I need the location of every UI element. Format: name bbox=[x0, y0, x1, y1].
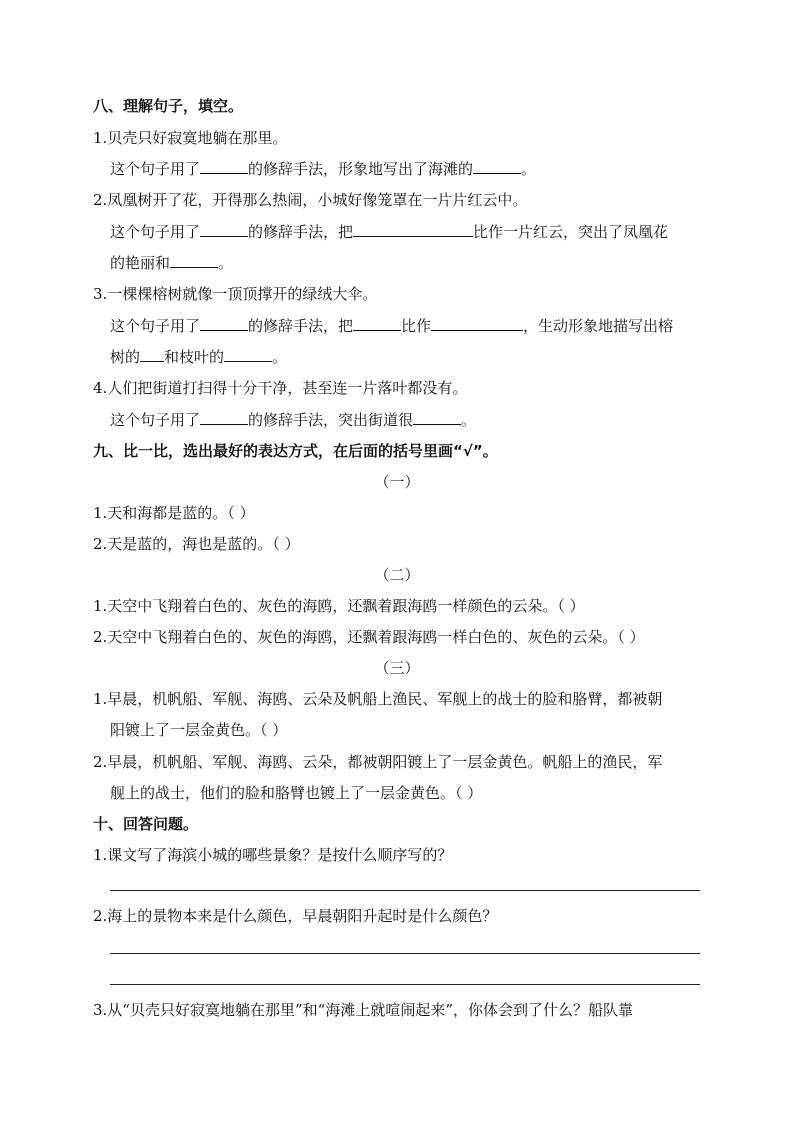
answer-line[interactable] bbox=[110, 984, 700, 985]
answer-line[interactable] bbox=[110, 953, 700, 954]
g2-option-1[interactable]: 1.天空中飞翔着白色的、灰色的海鸥，还飘着跟海鸥一样颜色的云朵。（ ） bbox=[93, 597, 585, 615]
blank[interactable] bbox=[473, 159, 521, 174]
g3-option-1-cont[interactable]: 阳镀上了一层金黄色。（ ） bbox=[110, 721, 288, 739]
q10-2: 2.海上的景物本来是什么颜色，早晨朝阳升起时是什么颜色？ bbox=[93, 907, 498, 925]
g3-option-1[interactable]: 1.早晨，机帆船、军舰、海鸥、云朵及帆船上渔民、军舰上的战士的脸和胳臂，都被朝 bbox=[93, 690, 663, 708]
g1-option-2[interactable]: 2.天是蓝的，海也是蓝的。（ ） bbox=[93, 535, 300, 553]
g3-option-2[interactable]: 2.早晨，机帆船、军舰、海鸥、云朵，都被朝阳镀上了一层金黄色。帆船上的渔民，军 bbox=[93, 753, 663, 771]
blank[interactable] bbox=[353, 222, 473, 237]
q8-4-prompt: 这个句子用了 的修辞手法，突出街道很 。 bbox=[110, 411, 477, 429]
section-8-title: 八、理解句子，填空。 bbox=[93, 97, 244, 115]
g1-option-1[interactable]: 1.天和海都是蓝的。（ ） bbox=[93, 504, 255, 522]
q8-2-prompt: 这个句子用了 的修辞手法，把 比作一片红云，突出了凤凰花 bbox=[110, 223, 669, 241]
g3-option-2-cont[interactable]: 舰上的战士，他们的脸和胳臂也镀上了一层金黄色。（ ） bbox=[110, 784, 483, 802]
q8-3-prompt: 这个句子用了 的修辞手法，把 比作 ，生动形象地描写出榕 bbox=[110, 317, 674, 335]
section-10-title: 十、回答问题。 bbox=[93, 815, 199, 833]
q8-3-prompt-cont: 树的 和枝叶的 。 bbox=[110, 348, 288, 366]
q8-3-sentence: 3.一棵棵榕树就像一顶顶撑开的绿绒大伞。 bbox=[93, 285, 378, 303]
blank[interactable] bbox=[200, 159, 248, 174]
blank[interactable] bbox=[431, 316, 523, 331]
q8-2-sentence: 2.凤凰树开了花，开得那么热闹，小城好像笼罩在一片片红云中。 bbox=[93, 191, 528, 209]
blank[interactable] bbox=[413, 410, 461, 425]
q8-1-sentence: 1.贝壳只好寂寞地躺在那里。 bbox=[93, 129, 288, 147]
q10-3: 3.从“贝壳只好寂寞地躺在那里”和“海滩上就喧闹起来”，你体会到了什么？船队靠 bbox=[93, 1001, 633, 1019]
blank[interactable] bbox=[170, 253, 218, 268]
q8-1-prompt: 这个句子用了 的修辞手法，形象地写出了海滩的 。 bbox=[110, 160, 537, 178]
group-3-label: （三） bbox=[374, 659, 420, 677]
group-2-label: （二） bbox=[374, 566, 420, 584]
q8-4-sentence: 4.人们把街道打扫得十分干净，甚至连一片落叶都没有。 bbox=[93, 379, 468, 397]
g2-option-2[interactable]: 2.天空中飞翔着白色的、灰色的海鸥，还飘着跟海鸥一样白色的、灰色的云朵。（ ） bbox=[93, 628, 645, 646]
group-1-label: （一） bbox=[374, 473, 420, 491]
blank[interactable] bbox=[200, 410, 248, 425]
answer-line[interactable] bbox=[110, 890, 700, 891]
q10-1: 1.课文写了海滨小城的哪些景象？是按什么顺序写的？ bbox=[93, 846, 453, 864]
q8-2-prompt-cont: 的艳丽和 。 bbox=[110, 254, 234, 272]
blank[interactable] bbox=[224, 347, 272, 362]
blank[interactable] bbox=[200, 222, 248, 237]
blank[interactable] bbox=[200, 316, 248, 331]
blank[interactable] bbox=[140, 347, 164, 362]
section-9-title: 九、比一比，选出最好的表达方式，在后面的括号里画“√”。 bbox=[93, 442, 498, 460]
blank[interactable] bbox=[353, 316, 401, 331]
